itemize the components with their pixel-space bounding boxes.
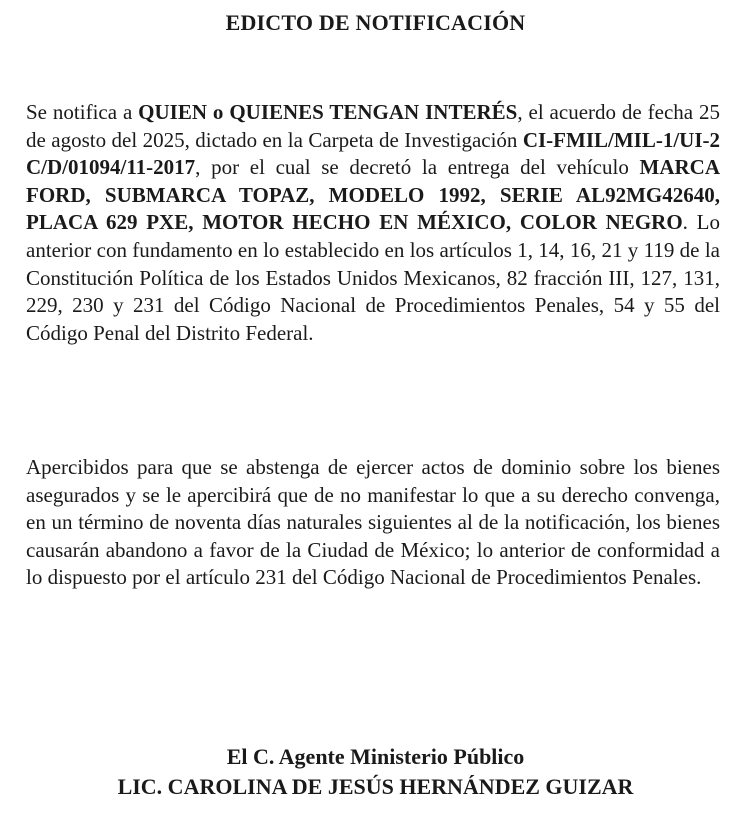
vehicle-description: MARCA FORD, SUBMARCA TOPAZ, MODELO 1992, SERIE AL92MG42640, PLACA 629 PXE, MOTOR HECHO EN MÉXICO, COLOR NEGRO — [26, 155, 720, 235]
legal-basis-text: . Lo anterior con fundamento en lo establecido en los artículos 1, 14, 16, 21 y 119 de la Constitución Política de los Estados Unidos Mexicanos, 82 fracción III, 127, 131, 229, 230 y 231 del Código Nacional de Procedimientos Penales, 54 y 55 del Código Penal del Distrito Federal. — [26, 210, 721, 345]
case-file-number: CI-FMIL/MIL-1/UI-2 C/D/01094/11-2017 — [26, 127, 720, 180]
paragraph-text: , el acuerdo de fecha 25 de agosto del 2025, dictado en la Carpeta de Investigación — [26, 100, 720, 152]
interested-parties: QUIEN o QUIENES TENGAN INTERÉS — [138, 100, 518, 124]
document-title: EDICTO DE NOTIFICACIÓN — [225, 10, 526, 35]
paragraph-text: Se notifica a — [26, 100, 139, 124]
notification-paragraph — [26, 99, 720, 347]
signatory-name: LIC. CAROLINA DE JESÚS HERNÁNDEZ GUIZAR — [117, 774, 634, 799]
signatory-role: El C. Agente Ministerio Público — [226, 744, 525, 769]
paragraph-text: , por el cual se decretó la entrega del vehículo — [195, 155, 640, 180]
warning-paragraph: Apercibidos para que se abstenga de ejercer actos de dominio sobre los bienes asegurados y se le apercibirá que de no manifestar lo que a su derecho convenga, en un término de noventa días naturales siguientes al de la notificación, los bienes causarán abandono a favor de la Ciudad de México; lo anterior de conformidad a lo dispuesto por el artículo 231 del Código Nacional de Procedimientos Penales. — [26, 455, 720, 590]
